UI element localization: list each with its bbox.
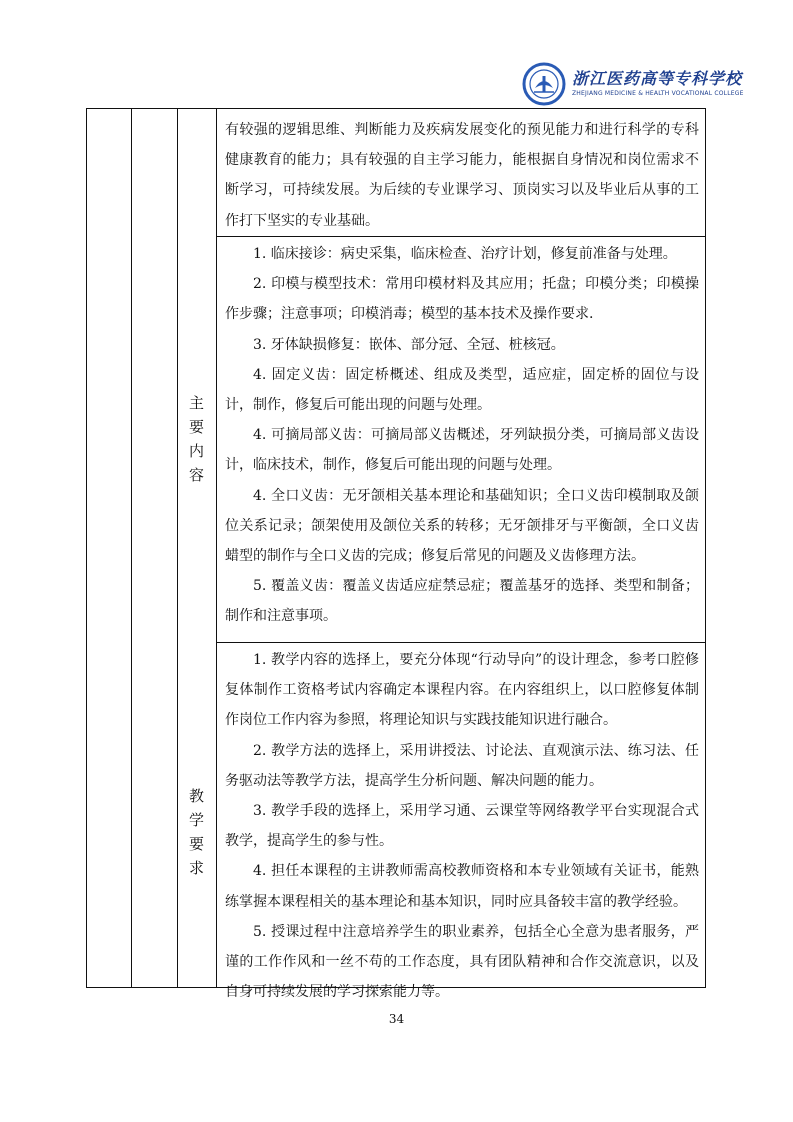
label-char: 学: [188, 811, 204, 829]
label-char: 内: [188, 442, 204, 460]
teaching-requirements-cell: [225, 645, 699, 1007]
paragraph: 4. 可摘局部义齿：可摘局部义齿概述，牙列缺损分类，可摘局部义齿设计，临床技术，制作，修复后可能出现的问题与处理。: [225, 427, 699, 474]
course-table: [86, 108, 706, 1001]
paragraph: 3. 教学手段的选择上，采用学习通、云课堂等网络教学平台实现混合式教学，提高学生的参与性。: [225, 803, 699, 850]
label-char: 主: [188, 394, 204, 412]
college-logo: [522, 62, 744, 106]
paragraph: 5. 授课过程中注意培养学生的职业素养，包括全心全意为患者服务，严谨的工作作风和一丝不苟的工作态度，具有团队精神和合作交流意识，以及自身可持续发展的学习探索能力等。: [225, 923, 699, 1001]
table-column-divider: [131, 109, 132, 987]
page-number: 34: [388, 1012, 405, 1026]
paragraph: 4. 担任本课程的主讲教师需高校教师资格和本专业领域有关证书，能熟练掌握本课程相关的基本理论和基本知识，同时应具备较丰富的教学经验。: [225, 863, 699, 910]
paragraph: 3. 牙体缺损修复：嵌体、部分冠、全冠、桩核冠。: [253, 336, 565, 353]
paragraph: 有较强的逻辑思维、判断能力及疾病发展变化的预见能力和进行科学的专科健康教育的能力；具有较强的自主学习能力，能根据自身情况和岗位需求不断学习，可持续发展。为后续的专业课学习、顶岗实习以及毕业后从事的工作打下坚实的专业基础。: [225, 122, 699, 229]
paragraph: 4. 全口义齿：无牙颌相关基本理论和基础知识；全口义齿印模制取及颌位关系记录；颌架使用及颌位关系的转移；无牙颌排牙与平衡颌，全口义齿蜡型的制作与全口义齿的完成；修复后常见的问题及义齿修理方法。: [225, 487, 699, 565]
school-name-cn: 浙江医药高等专科学校: [572, 69, 743, 88]
table-row-divider: [216, 236, 705, 237]
course-objectives-continuation: [225, 115, 699, 236]
table-column-divider: [216, 109, 217, 987]
paragraph: 4. 固定义齿：固定桥概述、组成及类型，适应症，固定桥的固位与设计，制作，修复后可能出现的问题与处理。: [225, 366, 699, 414]
main-content-cell: [225, 239, 699, 632]
paragraph: 5. 覆盖义齿：覆盖义齿适应症禁忌症；覆盖基牙的选择、类型和制备；制作和注意事项。: [225, 578, 699, 625]
label-char: 教: [188, 787, 204, 805]
paragraph: 1. 教学内容的选择上，要充分体现“行动导向”的设计理念，参考口腔修复体制作工资格考试内容确定本课程内容。在内容组织上，以口腔修复体制作岗位工作内容为参照，将理论知识与实践技能知识进行融合。: [225, 652, 699, 729]
teaching-requirements-label: [177, 784, 216, 880]
label-char: 要: [188, 835, 204, 853]
label-char: 求: [188, 859, 204, 877]
paragraph: 1. 临床接诊：病史采集，临床检查、治疗计划，修复前准备与处理。: [253, 246, 677, 262]
school-name-en: ZHEJIANG MEDICINE & HEALTH VOCATIONAL COLLEGE: [572, 90, 744, 97]
table-row-divider: [216, 642, 705, 643]
college-emblem-icon: [522, 62, 566, 106]
main-content-label: [177, 391, 216, 487]
label-char: 容: [188, 466, 204, 484]
paragraph: 2. 印模与模型技术：常用印模材料及其应用；托盘；印模分类；印模操作步骤；注意事项；印模消毒；模型的基本技术及操作要求.: [225, 276, 699, 323]
label-char: 要: [188, 418, 204, 436]
paragraph: 2. 教学方法的选择上，采用讲授法、讨论法、直观演示法、练习法、任务驱动法等教学方法，提高学生分析问题、解决问题的能力。: [225, 742, 699, 789]
